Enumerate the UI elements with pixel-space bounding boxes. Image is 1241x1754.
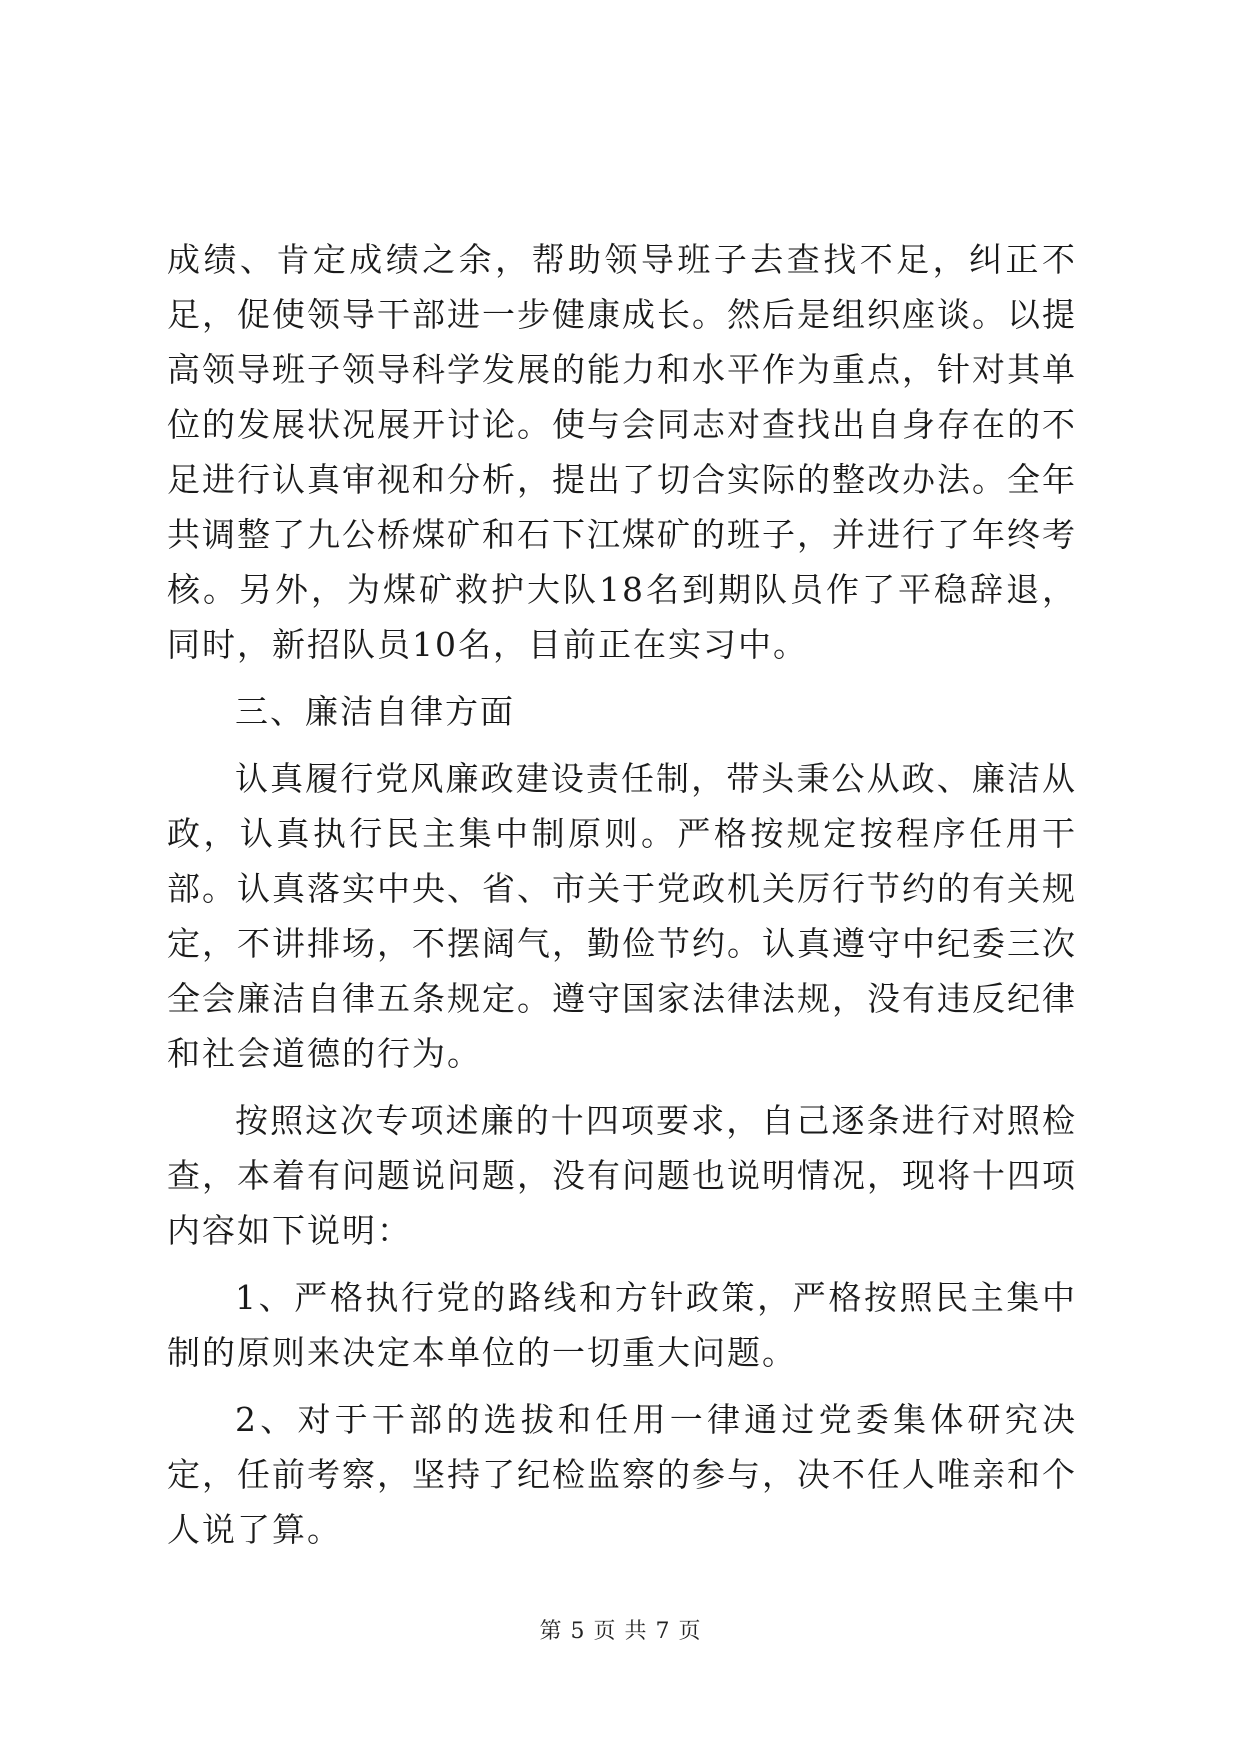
document-body xyxy=(167,232,1077,1557)
paragraph-continuation: 成绩、肯定成绩之余，帮助领导班子去查找不足，纠正不足，促使领导干部进一步健康成长。然后是组织座谈。以提高领导班子领导科学发展的能力和水平作为重点，针对其单位的发展状况展开讨论。使与会同志对查找出自身存在的不足进行认真审视和分析，提出了切合实际的整改办法。全年共调整了九公桥煤矿和石下江煤矿的班子，并进行了年终考核。另外，为煤矿救护大队18名到期队员作了平稳辞退，同时，新招队员10名，目前正在实习中。 xyxy=(167,240,1077,664)
section-heading: 三、廉洁自律方面 xyxy=(235,692,515,731)
page-footer: 第 5 页 共 7 页 xyxy=(539,1619,702,1644)
paragraph: 认真履行党风廉政建设责任制，带头秉公从政、廉洁从政，认真执行民主集中制原则。严格按规定按程序任用干部。认真落实中央、省、市关于党政机关厉行节约的有关规定，不讲排场，不摆阔气，勤俭节约。认真遵守中纪委三次全会廉洁自律五条规定。遵守国家法律法规，没有违反纪律和社会道德的行为。 xyxy=(167,759,1077,1073)
paragraph: 按照这次专项述廉的十四项要求，自己逐条进行对照检查，本着有问题说问题，没有问题也说明情况，现将十四项内容如下说明： xyxy=(167,1101,1077,1250)
list-item: 2、对于干部的选拔和任用一律通过党委集体研究决定，任前考察，坚持了纪检监察的参与，决不任人唯亲和个人说了算。 xyxy=(167,1400,1077,1549)
list-item: 1、严格执行党的路线和方针政策，严格按照民主集中制的原则来决定本单位的一切重大问题。 xyxy=(167,1278,1077,1372)
